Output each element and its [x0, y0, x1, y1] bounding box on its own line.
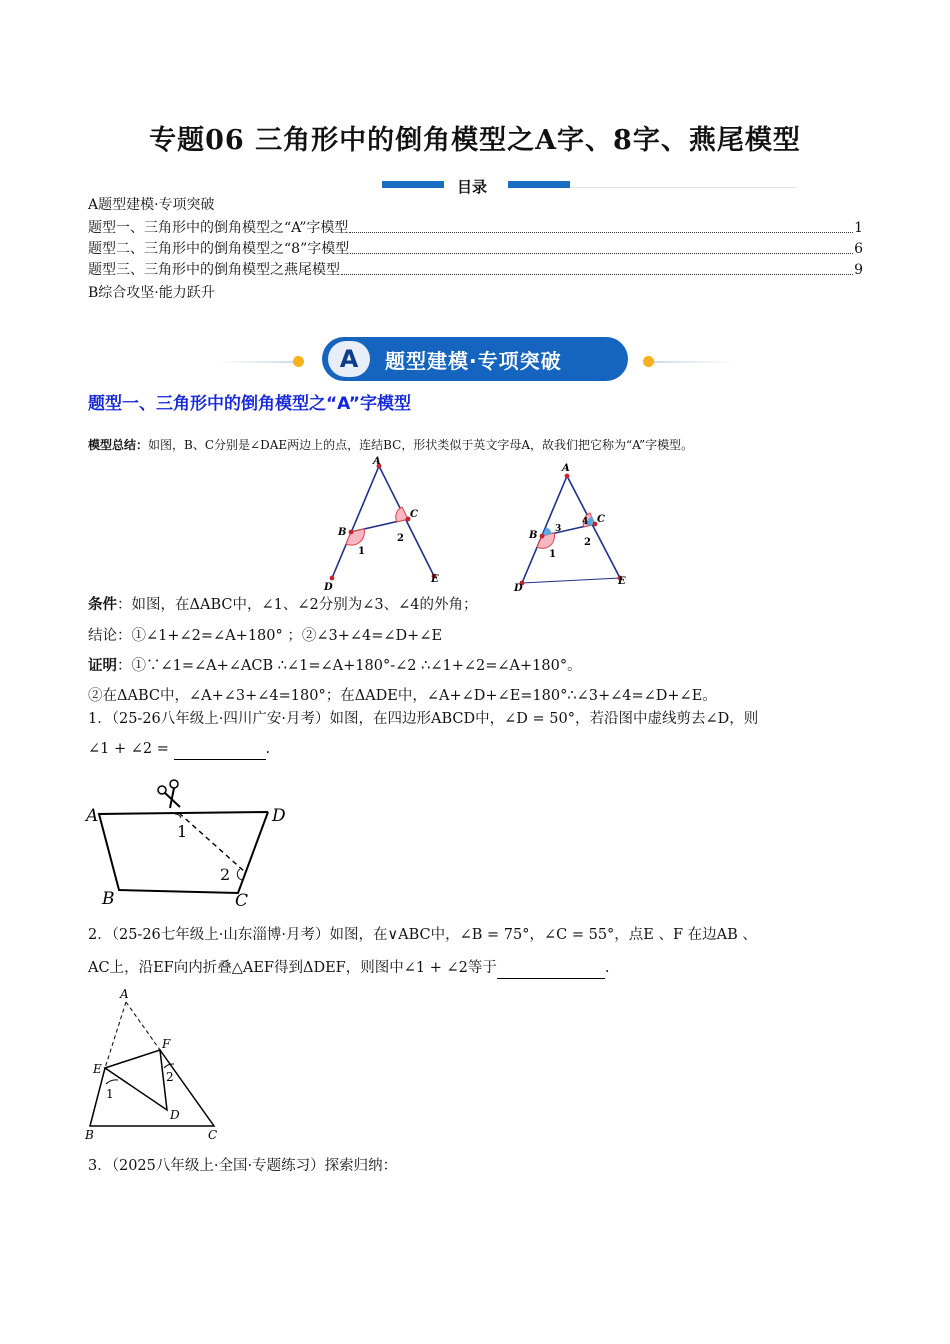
line-ae-dashed: [105, 1002, 126, 1068]
label-c: C: [208, 1128, 218, 1142]
label-angle-1: 1: [177, 822, 188, 841]
summary-text: 如图，B、C分别是∠DAE两边上的点，连结BC，形状类似于英文字母A，故我们把它称为“A”字模型。: [148, 438, 694, 452]
toc-item-2[interactable]: [88, 239, 863, 259]
label-a: A: [562, 463, 570, 474]
page-title: 专题06 三角形中的倒角模型之A字、8字、燕尾模型: [149, 125, 801, 156]
angle-1-arc: [106, 1080, 118, 1084]
a-model-figure-right: [510, 458, 640, 594]
point-b: [349, 530, 354, 535]
problem-3-text: （2025八年级上·全国·专题练习）探索归纳：: [111, 1158, 398, 1174]
point-a: [565, 474, 570, 479]
label-e: E: [431, 574, 439, 585]
toc-bar-right: [508, 181, 570, 188]
label-c: C: [410, 509, 418, 520]
problem-2-number: 2．: [88, 927, 112, 943]
label-d: D: [170, 1108, 180, 1122]
label-a: A: [373, 456, 381, 467]
line-ae: [567, 476, 620, 578]
problem-2-figure: [84, 984, 224, 1144]
cut-line: [179, 813, 245, 872]
problem-1-expression: ∠1 + ∠2 =: [88, 741, 169, 757]
label-angle-1: 1: [549, 549, 556, 560]
label-b: B: [338, 527, 347, 538]
banner-line-left: [215, 361, 295, 363]
proof-line-2: ②在ΔABC中，∠A+∠3+∠4=180°；在ΔADE中，∠A+∠D+∠E=180°∴∠3+∠4=∠D+∠E。: [88, 688, 717, 704]
toc-leader: [349, 218, 853, 233]
problem-2-line-1: [88, 924, 757, 946]
banner-dot-right: [643, 356, 654, 367]
problem-2-text: （25-26七年级上·山东淄博·月考）如图，在∨ABC中，∠B = 75°，∠C = 55°，点E 、F 在边AB 、: [111, 927, 757, 943]
problem-2-text-2: AC上，沿EF向内折叠△AEF得到ΔDEF，则图中∠1 + ∠2等于: [88, 960, 497, 976]
label-angle-1: 1: [358, 546, 365, 557]
toc-leader: [341, 260, 853, 275]
label-c: C: [235, 891, 249, 908]
problem-2-end: .: [604, 960, 610, 976]
label-angle-2: 2: [166, 1070, 174, 1084]
label-a: A: [120, 987, 129, 1001]
label-f: F: [162, 1037, 171, 1051]
line-af-dashed: [126, 1002, 160, 1050]
toc-item-label: 题型二、三角形中的倒角模型之“8”字模型: [88, 241, 350, 257]
toc-item-label: 题型一、三角形中的倒角模型之“A”字模型: [88, 220, 349, 236]
line-ad: [332, 466, 379, 578]
line-ae: [379, 466, 434, 576]
proof-label: 证明: [88, 658, 117, 674]
condition-text: ：如图，在ΔABC中，∠1、∠2分别为∠3、∠4的外角；: [117, 597, 478, 613]
label-d: D: [272, 806, 286, 826]
toc-item-3[interactable]: [88, 260, 863, 280]
problem-3-number: 3．: [88, 1158, 112, 1174]
scissors-icon: [158, 780, 180, 808]
label-d: D: [324, 582, 333, 592]
toc-item-page: 1: [854, 220, 863, 236]
label-angle-4: 4: [582, 517, 589, 527]
label-d: D: [514, 583, 523, 594]
banner-letter: A: [328, 341, 370, 377]
toc-item-1[interactable]: [88, 218, 863, 238]
label-angle-3: 3: [555, 524, 562, 534]
toc-heading: 目录: [457, 178, 488, 196]
problem-1-answer-blank[interactable]: [174, 743, 266, 760]
toc-bar-left: [382, 181, 444, 188]
summary-label: 模型总结：: [88, 438, 149, 452]
label-e: E: [618, 576, 626, 587]
a-model-figure-left: [320, 452, 450, 592]
point-d: [330, 576, 335, 581]
label-b: B: [102, 889, 115, 908]
problem-2-answer-blank[interactable]: [497, 962, 605, 979]
toc-item-page: 6: [854, 241, 863, 257]
label-b: B: [85, 1128, 94, 1142]
label-b: B: [529, 530, 538, 541]
banner-line-right: [654, 361, 736, 363]
proof-line-1: [88, 655, 582, 677]
problem-1-line-1: [88, 708, 758, 730]
label-angle-2: 2: [220, 865, 231, 884]
line-de: [522, 578, 620, 583]
model-summary: [88, 436, 693, 453]
label-angle-2: 2: [584, 537, 591, 548]
condition-label: 条件: [88, 597, 117, 613]
label-e: E: [93, 1062, 102, 1076]
section-heading: 题型一、三角形中的倒角模型之“A”字模型: [88, 394, 411, 414]
problem-1-line-2: [88, 738, 270, 760]
condition-line: [88, 594, 477, 616]
problem-1-figure: [82, 772, 292, 908]
toc-item-page: 9: [854, 262, 863, 278]
angle-1-mark: [537, 533, 554, 548]
label-angle-2: 2: [397, 533, 404, 544]
banner-text: 题型建模·专项突破: [385, 349, 562, 373]
point-b: [540, 534, 545, 539]
conclusion-line: 结论：①∠1+∠2=∠A+180° ；②∠3+∠4=∠D+∠E: [88, 628, 443, 644]
angle-2-arc: [237, 869, 243, 880]
banner-dot-left: [293, 356, 304, 367]
problem-3-line-1: [88, 1155, 397, 1177]
problem-1-number: 1．: [88, 711, 112, 727]
proof-text-1: ：①∵∠1=∠A+∠ACB ∴∠1=∠A+180°-∠2 ∴∠1+∠2=∠A+180°。: [117, 658, 582, 674]
problem-2-line-2: [88, 957, 609, 979]
problem-1-end: .: [265, 741, 271, 757]
toc-intro[interactable]: A题型建模·专项突破: [88, 197, 215, 213]
label-c: C: [597, 514, 605, 525]
problem-1-text: （25-26八年级上·四川广安·月考）如图，在四边形ABCD中，∠D = 50°，若沿图中虚线剪去∠D，则: [111, 711, 759, 727]
toc-leader: [350, 239, 853, 254]
toc-outro[interactable]: B综合攻坚·能力跃升: [88, 285, 215, 301]
toc-item-label: 题型三、三角形中的倒角模型之燕尾模型: [88, 262, 340, 278]
toc-rule: [570, 187, 796, 188]
label-angle-1: 1: [106, 1087, 114, 1101]
label-a: A: [86, 806, 99, 826]
